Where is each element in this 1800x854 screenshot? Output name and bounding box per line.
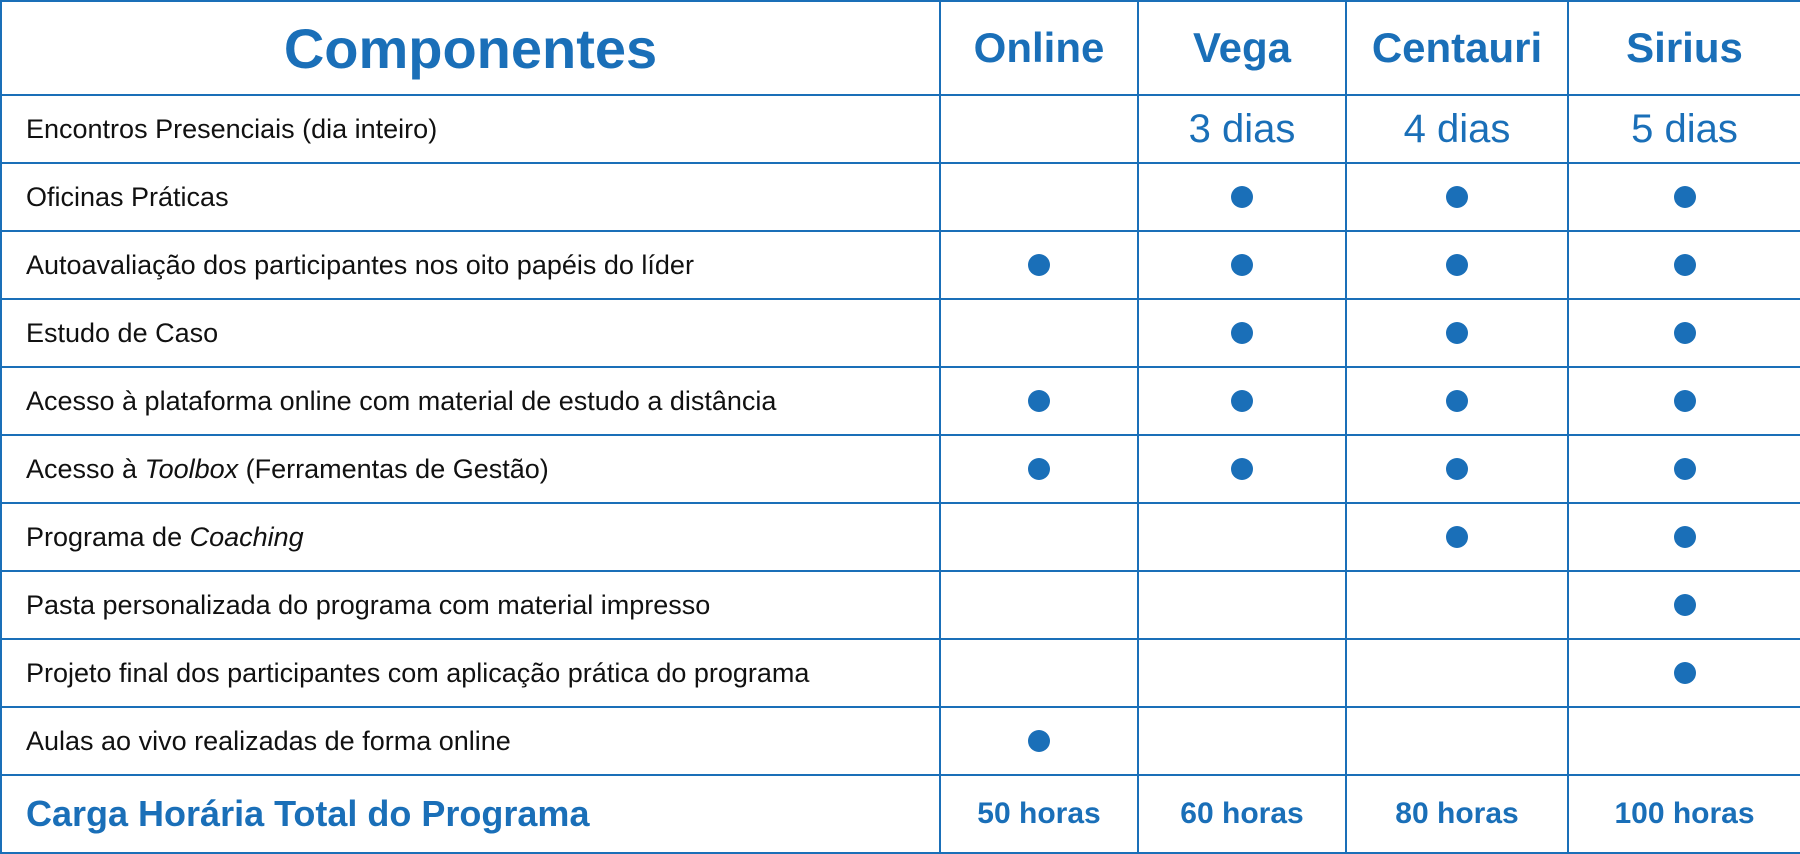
- feature-label: [1, 435, 940, 503]
- filled-circle-icon: [1231, 254, 1253, 276]
- table-row: [1, 299, 1800, 367]
- plan-header-sirius: Sirius: [1568, 1, 1800, 95]
- table-row: [1, 163, 1800, 231]
- table-row: [1, 435, 1800, 503]
- total-sirius: 100 horas: [1568, 775, 1800, 853]
- filled-circle-icon: [1446, 254, 1468, 276]
- feature-rows: [1, 95, 1800, 775]
- feature-label-text: Estudo de Caso: [26, 317, 219, 348]
- cell-vega: [1138, 571, 1346, 639]
- filled-circle-icon: [1674, 254, 1696, 276]
- feature-label-text: Oficinas Práticas: [26, 181, 229, 212]
- filled-circle-icon: [1231, 322, 1253, 344]
- cell-online: [940, 707, 1138, 775]
- plan-header-online: Online: [940, 1, 1138, 95]
- feature-label-emphasis: Toolbox: [144, 453, 239, 484]
- cell-centauri: [1346, 503, 1568, 571]
- feature-label: [1, 503, 940, 571]
- cell-vega: 3 dias: [1138, 95, 1346, 163]
- cell-centauri: [1346, 707, 1568, 775]
- plan-header-centauri: Centauri: [1346, 1, 1568, 95]
- filled-circle-icon: [1446, 526, 1468, 548]
- cell-centauri: [1346, 639, 1568, 707]
- filled-circle-icon: [1674, 322, 1696, 344]
- table-row: [1, 707, 1800, 775]
- filled-circle-icon: [1446, 186, 1468, 208]
- feature-label-text: Autoavaliação dos participantes nos oito papéis do líder: [26, 249, 694, 280]
- cell-online: [940, 163, 1138, 231]
- feature-label-suffix: (Ferramentas de Gestão): [238, 453, 549, 484]
- cell-sirius: [1568, 571, 1800, 639]
- cell-vega: [1138, 163, 1346, 231]
- filled-circle-icon: [1446, 458, 1468, 480]
- cell-vega: [1138, 435, 1346, 503]
- cell-vega: [1138, 707, 1346, 775]
- table-row: [1, 639, 1800, 707]
- cell-sirius: [1568, 503, 1800, 571]
- table-row: [1, 503, 1800, 571]
- cell-online: [940, 435, 1138, 503]
- feature-label-text: Aulas ao vivo realizadas de forma online: [26, 725, 511, 756]
- cell-online: [940, 571, 1138, 639]
- total-row: [1, 775, 1800, 853]
- plan-header-vega: Vega: [1138, 1, 1346, 95]
- table-row: [1, 571, 1800, 639]
- feature-label-text: Encontros Presenciais (dia inteiro): [26, 113, 438, 144]
- feature-label: [1, 639, 940, 707]
- cell-online: [940, 367, 1138, 435]
- feature-label-text: Pasta personalizada do programa com material impresso: [26, 589, 711, 620]
- cell-sirius: [1568, 163, 1800, 231]
- feature-label: [1, 231, 940, 299]
- filled-circle-icon: [1674, 594, 1696, 616]
- filled-circle-icon: [1446, 390, 1468, 412]
- feature-label: [1, 707, 940, 775]
- header-row: [1, 1, 1800, 95]
- table-title: Componentes: [1, 1, 940, 95]
- cell-centauri: [1346, 367, 1568, 435]
- filled-circle-icon: [1674, 662, 1696, 684]
- cell-online: [940, 95, 1138, 163]
- filled-circle-icon: [1028, 458, 1050, 480]
- feature-label-text: Acesso à: [26, 453, 145, 484]
- feature-label: [1, 95, 940, 163]
- total-label: Carga Horária Total do Programa: [1, 775, 940, 853]
- cell-centauri: [1346, 571, 1568, 639]
- feature-label-text: Acesso à plataforma online com material de estudo a distância: [26, 385, 777, 416]
- cell-centauri: [1346, 163, 1568, 231]
- cell-centauri: [1346, 231, 1568, 299]
- cell-online: [940, 231, 1138, 299]
- cell-online: [940, 639, 1138, 707]
- filled-circle-icon: [1674, 458, 1696, 480]
- table-row: [1, 231, 1800, 299]
- feature-label: [1, 163, 940, 231]
- cell-sirius: [1568, 299, 1800, 367]
- feature-label: [1, 571, 940, 639]
- cell-vega: [1138, 231, 1346, 299]
- cell-vega: [1138, 503, 1346, 571]
- cell-sirius: [1568, 367, 1800, 435]
- cell-online: [940, 503, 1138, 571]
- feature-label-text: Projeto final dos participantes com aplicação prática do programa: [26, 657, 810, 688]
- filled-circle-icon: [1674, 390, 1696, 412]
- cell-sirius: [1568, 231, 1800, 299]
- filled-circle-icon: [1231, 458, 1253, 480]
- total-vega: 60 horas: [1138, 775, 1346, 853]
- cell-sirius: [1568, 707, 1800, 775]
- feature-label-text: Programa de: [26, 521, 190, 552]
- cell-vega: [1138, 639, 1346, 707]
- cell-centauri: [1346, 299, 1568, 367]
- cell-sirius: [1568, 435, 1800, 503]
- filled-circle-icon: [1231, 186, 1253, 208]
- filled-circle-icon: [1674, 526, 1696, 548]
- filled-circle-icon: [1231, 390, 1253, 412]
- feature-label: [1, 299, 940, 367]
- filled-circle-icon: [1674, 186, 1696, 208]
- cell-vega: [1138, 299, 1346, 367]
- feature-label-emphasis: Coaching: [189, 521, 304, 552]
- total-online: 50 horas: [940, 775, 1138, 853]
- cell-sirius: [1568, 639, 1800, 707]
- filled-circle-icon: [1028, 390, 1050, 412]
- table-row: [1, 95, 1800, 163]
- feature-label: [1, 367, 940, 435]
- cell-online: [940, 299, 1138, 367]
- cell-centauri: 4 dias: [1346, 95, 1568, 163]
- cell-vega: [1138, 367, 1346, 435]
- filled-circle-icon: [1028, 254, 1050, 276]
- cell-centauri: [1346, 435, 1568, 503]
- filled-circle-icon: [1028, 730, 1050, 752]
- total-centauri: 80 horas: [1346, 775, 1568, 853]
- cell-sirius: 5 dias: [1568, 95, 1800, 163]
- table-row: [1, 367, 1800, 435]
- filled-circle-icon: [1446, 322, 1468, 344]
